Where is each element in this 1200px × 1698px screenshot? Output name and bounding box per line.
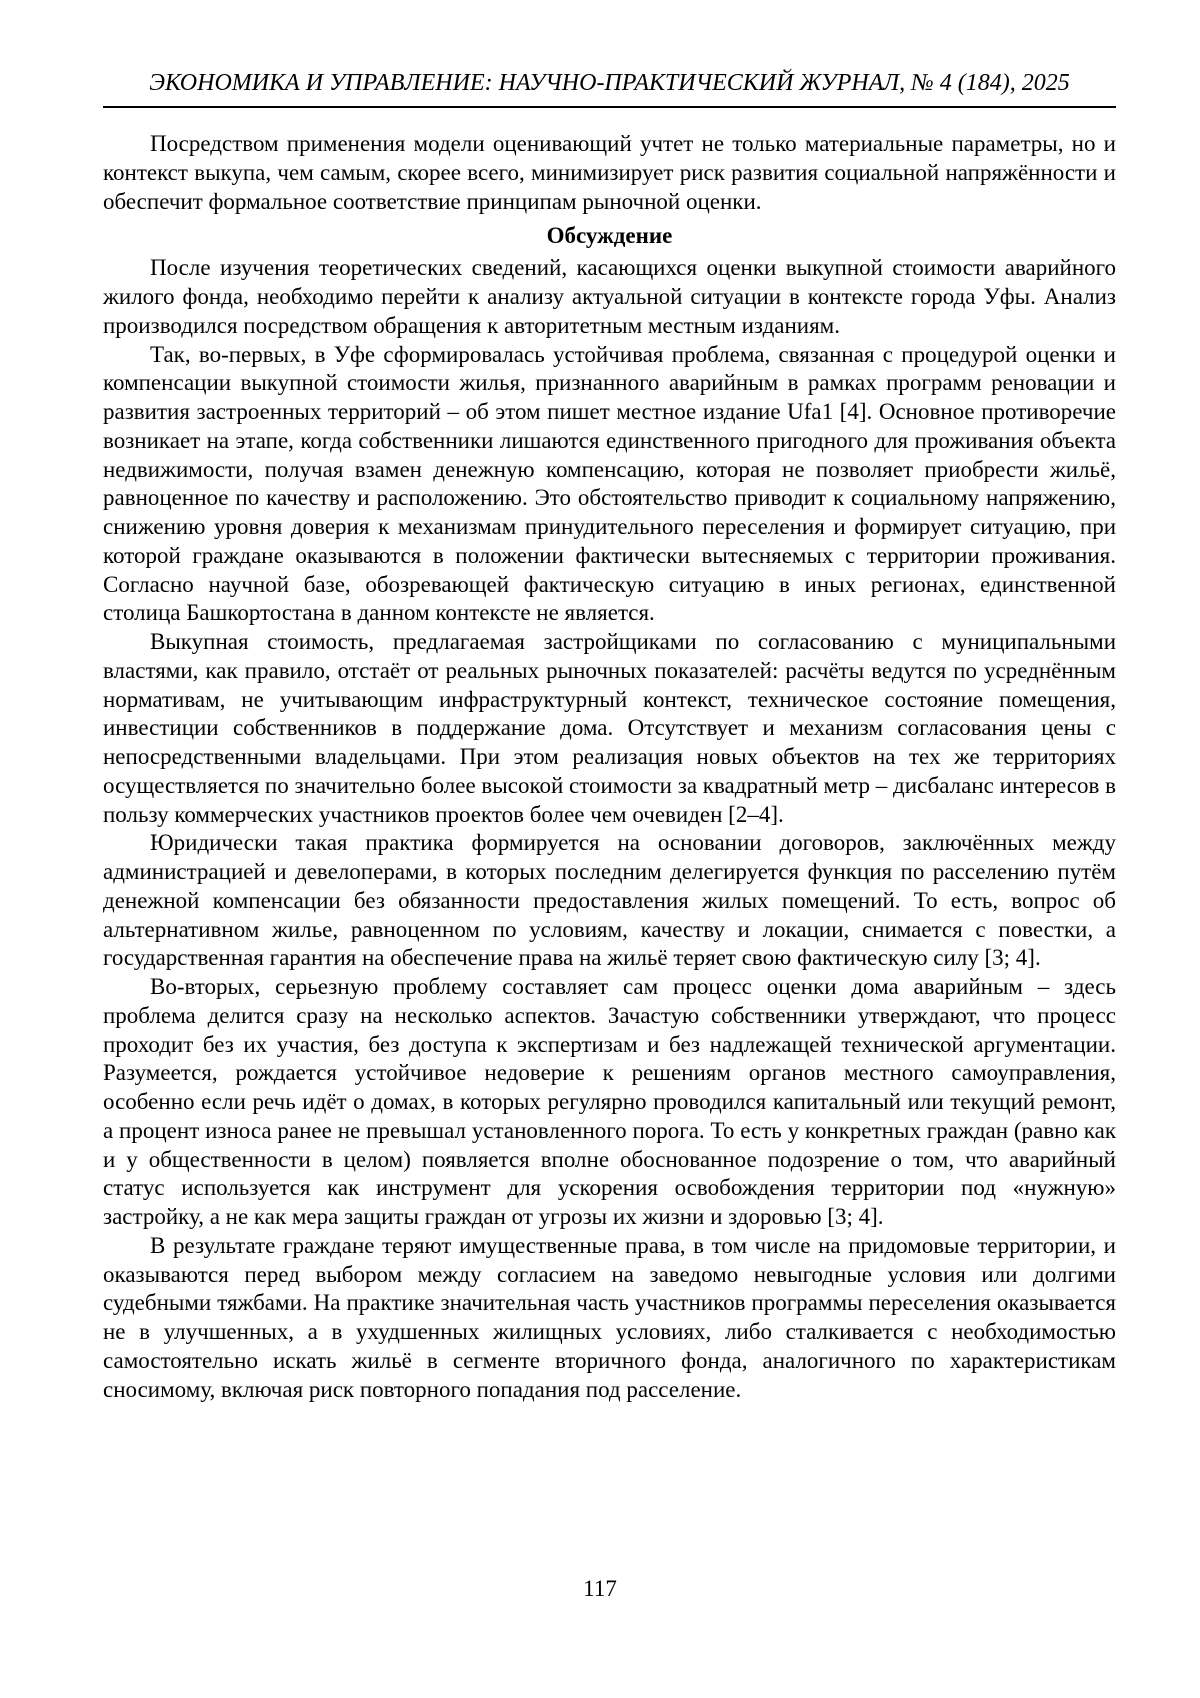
- page-number: 117: [583, 1576, 617, 1601]
- paragraph-discussion-6: В результате граждане теряют имущественные права, в том числе на придомовые территории, и оказываются перед выбором между согласием на заведомо невыгодные условия или долгими судебными тяжбами. На практике значительная часть участников программы переселения оказывается не в улучшенных, а в ухудшенных жилищных условиях, либо сталкивается с необходимостью самостоятельно искать жильё в сегменте вторичного фонда, аналогичного по характеристикам сносимому, включая риск повторного попадания под расселение.: [103, 1232, 1116, 1402]
- running-header: [103, 70, 1116, 108]
- article-body: [103, 130, 1116, 1404]
- paragraph-discussion-4: Юридически такая практика формируется на основании договоров, заключённых между администрацией и девелоперами, в которых последним делегируется функция по расселению путём денежной компенсации без обязанности предоставления жилых помещений. То есть, вопрос об альтернативном жилье, равноценном по условиям, качеству и локации, снимается с повестки, а государственная гарантия на обеспечение права на жильё теряет свою фактическую силу [3; 4].: [103, 830, 1116, 971]
- paragraph-discussion-3: Выкупная стоимость, предлагаемая застройщиками по согласованию с муниципальными властями, как правило, отстаёт от реальных рыночных показателей: расчёты ведутся по усреднённым нормативам, не учитывающим инфраструктурный контекст, техническое состояние помещения, инвестиции собственников в поддержание дома. Отсутствует и механизм согласования цены с непосредственными владельцами. При этом реализация новых объектов на тех же территориях осуществляется по значительно более высокой стоимости за квадратный метр – дисбаланс интересов в пользу коммерческих участников проектов более чем очевиден [2–4].: [103, 629, 1116, 827]
- paragraph-intro: Посредством применения модели оценивающий учтет не только материальные параметры, но и контекст выкупа, чем самым, скорее всего, минимизирует риск развития социальной напряжённости и обеспечит формальное соответствие принципам рыночной оценки.: [103, 131, 1116, 214]
- paragraph-discussion-5: Во-вторых, серьезную проблему составляет сам процесс оценки дома аварийным – здесь проблема делится сразу на несколько аспектов. Зачастую собственники утверждают, что процесс проходит без их участия, без доступа к экспертизам и без надлежащей технической аргументации. Разумеется, рождается устойчивое недоверие к решениям органов местного самоуправления, особенно если речь идёт о домах, в которых регулярно проводился капитальный или текущий ремонт, а процент износа ранее не превышал установленного порога. То есть у конкретных граждан (равно как и у общественности в целом) появляется вполне обоснованное подозрение о том, что аварийный статус используется как инструмент для ускорения освобождения территории под «нужную» застройку, а не как мера защиты граждан от угрозы их жизни и здоровью [3; 4].: [103, 974, 1116, 1230]
- section-heading-discussion: Обсуждение: [546, 222, 673, 248]
- paragraph-discussion-1: После изучения теоретических сведений, касающихся оценки выкупной стоимости аварийного жилого фонда, необходимо перейти к анализу актуальной ситуации в контексте города Уфы. Анализ производился посредством обращения к авторитетным местным изданиям.: [103, 255, 1116, 338]
- paragraph-discussion-2: Так, во-первых, в Уфе сформировалась устойчивая проблема, связанная с процедурой оценки и компенсации выкупной стоимости жилья, признанного аварийным в рамках программ реновации и развития застроенных территорий – об этом пишет местное издание Ufa1 [4]. Основное противоречие возникает на этапе, когда собственники лишаются единственного пригодного для проживания объекта недвижимости, получая взамен денежную компенсацию, которая не позволяет приобрести жильё, равноценное по качеству и расположению. Это обстоятельство приводит к социальному напряжению, снижению уровня доверия к механизмам принудительного переселения и формирует ситуацию, при которой граждане оказываются в положении фактически вытесняемых с территории проживания. Согласно научной базе, обозревающей фактическую ситуацию в иных регионах, единственной столица Башкортостана в данном контексте не является.: [103, 341, 1116, 626]
- page-footer: [0, 1576, 1200, 1602]
- journal-title: ЭКОНОМИКА И УПРАВЛЕНИЕ: НАУЧНО-ПРАКТИЧЕСКИЙ ЖУРНАЛ, № 4 (184), 2025: [149, 70, 1070, 96]
